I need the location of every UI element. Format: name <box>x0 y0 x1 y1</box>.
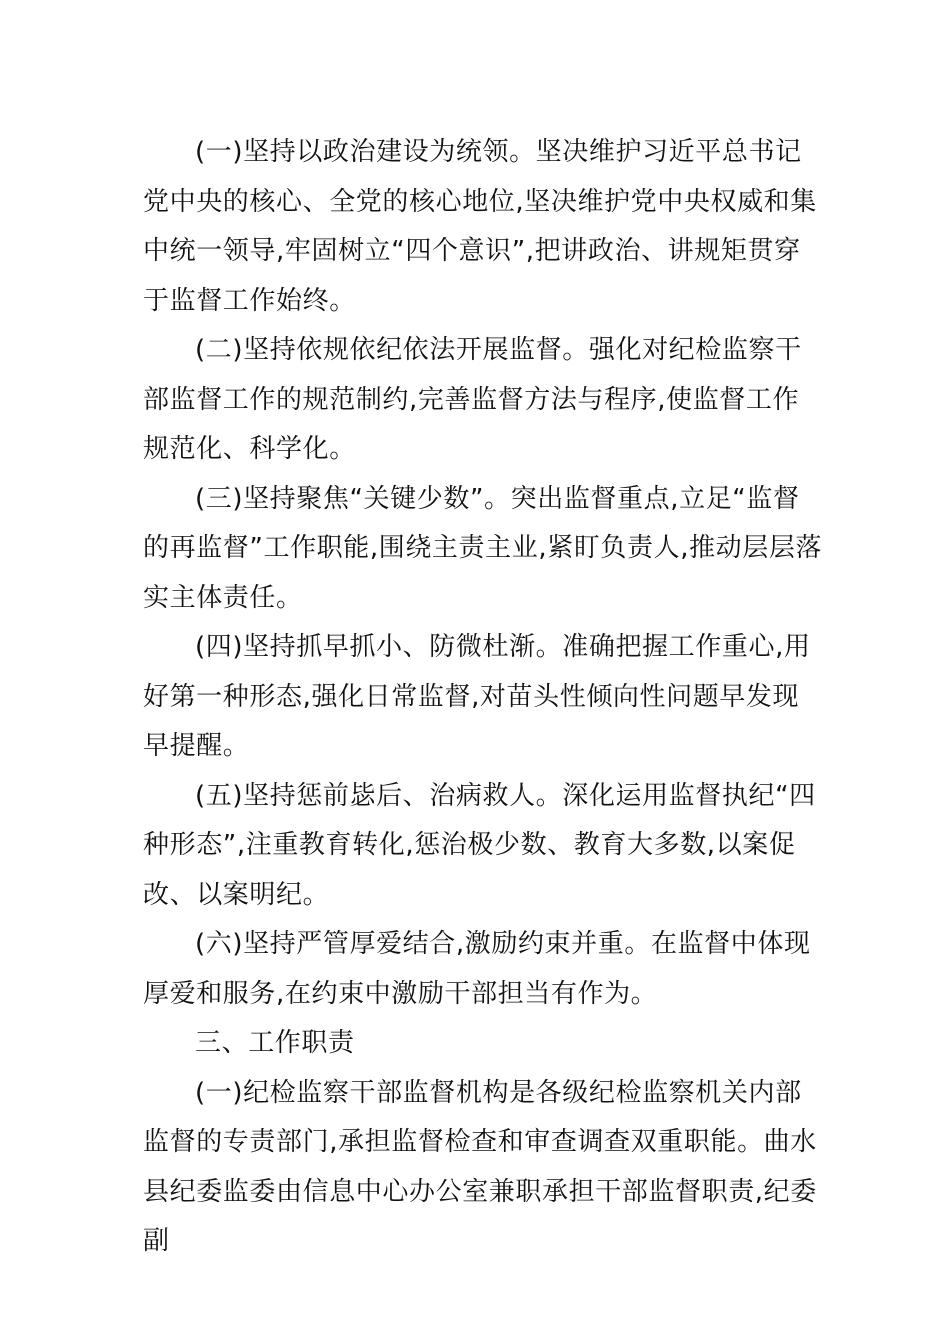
paragraph-principle-1: (一)坚持以政治建设为统领。坚决维护习近平总书记党中央的核心、全党的核心地位,坚决维护党中央权威和集中统一领导,牢固树立“四个意识”,把讲政治、讲规矩贯穿于监督工作始终。 <box>143 137 817 316</box>
paragraph-principle-4: (四)坚持抓早抓小、防微杜渐。准确把握工作重心,用好第一种形态,强化日常监督,对苗头性倾向性问题早发现早提醒。 <box>143 632 811 761</box>
section-heading-duties: 三、工作职责 <box>195 1028 355 1058</box>
paragraph-principle-3: (三)坚持聚焦“关键少数”。突出监督重点,立足“监督的再监督”工作职能,围绕主责主业,紧盯负责人,推动层层落实主体责任。 <box>143 483 823 613</box>
paragraph-principle-5: (五)坚持惩前毖后、治病救人。深化运用监督执纪“四种形态”,注重教育转化,惩治极少数、教育大多数,以案促改、以案明纪。 <box>143 780 816 910</box>
paragraph-duty-1: (一)纪检监察干部监督机构是各级纪检监察机关内部监督的专责部门,承担监督检查和审查调查双重职能。曲水县纪委监委由信息中心办公室兼职承担干部监督职责,纪委副 <box>143 1077 817 1256</box>
paragraph-principle-6: (六)坚持严管厚爱结合,激励约束并重。在监督中体现厚爱和服务,在约束中激励干部担当有作为。 <box>143 929 811 1009</box>
paragraph-principle-2: (二)坚持依规依纪依法开展监督。强化对纪检监察干部监督工作的规范制约,完善监督方法与程序,使监督工作规范化、科学化。 <box>143 335 802 464</box>
document-body <box>143 128 823 1267</box>
